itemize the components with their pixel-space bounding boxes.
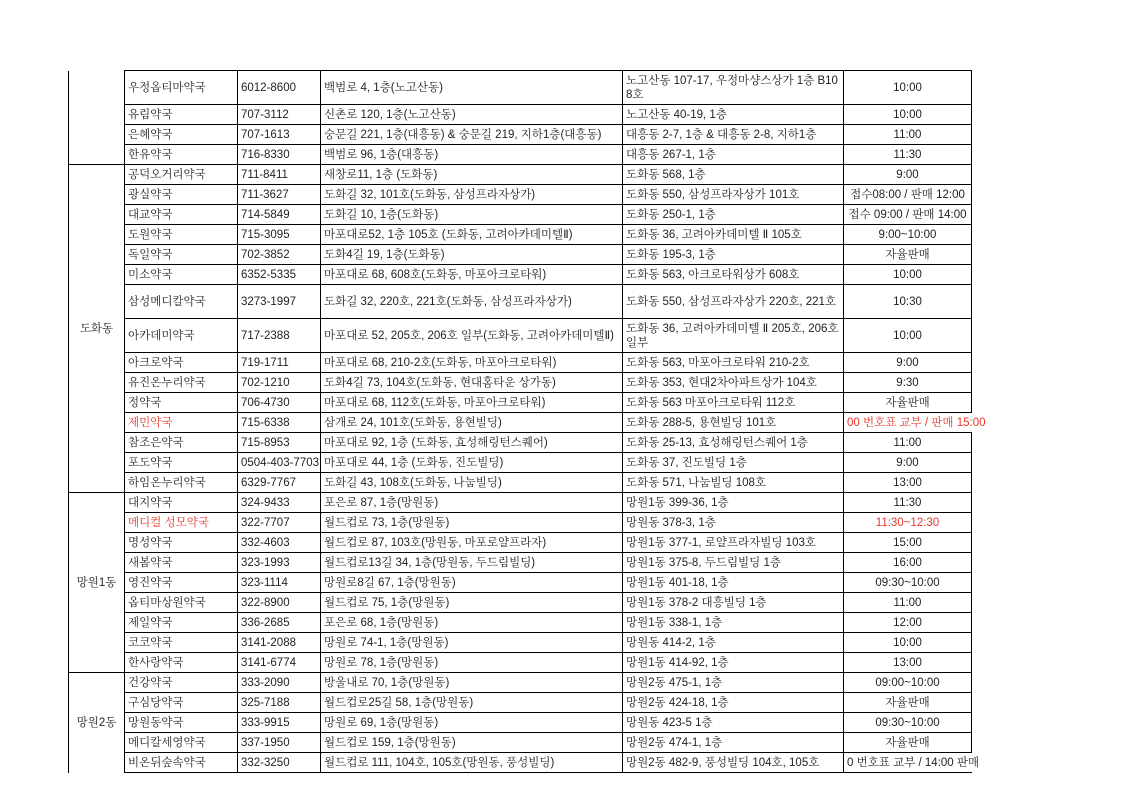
road-address-cell: 마포대로 44, 1층 (도화동, 진도빌딩): [321, 453, 623, 473]
table-row: [69, 653, 972, 673]
table-row: [69, 613, 972, 633]
table-row: [69, 433, 972, 453]
time-cell: 11:30: [844, 145, 972, 165]
pharmacy-name-cell: 유진온누리약국: [125, 373, 238, 393]
time-cell: [844, 753, 980, 773]
table-row: [69, 513, 972, 533]
table-row: [69, 713, 972, 733]
pharmacy-name-cell: 포도약국: [125, 453, 238, 473]
table-row: [69, 353, 972, 373]
lot-address-cell: 대흥동 267-1, 1층: [623, 145, 844, 165]
phone-cell: 3273-1997: [238, 285, 321, 319]
pharmacy-name-cell: 건강약국: [125, 673, 238, 693]
phone-cell: 333-9915: [238, 713, 321, 733]
road-address-cell: 도화길 43, 108호(도화동, 나눔빌딩): [321, 473, 623, 493]
time-cell: 자율판매: [844, 393, 972, 413]
pharmacy-name-cell: 메디컬 성모약국: [125, 513, 238, 533]
lot-address-cell: 도화동 563 마포아크로타워 112호: [623, 393, 844, 413]
phone-cell: 711-8411: [238, 165, 321, 185]
lot-address-cell: 도화동 288-5, 용현빌딩 101호: [623, 413, 844, 433]
pharmacy-name-cell: 공덕오거리약국: [125, 165, 238, 185]
table-row: [69, 319, 972, 353]
time-cell: 자율판매: [844, 733, 972, 753]
table-row: [69, 673, 972, 693]
time-cell: 10:00: [844, 265, 972, 285]
time-cell: 자율판매: [844, 693, 972, 713]
phone-cell: 707-3112: [238, 105, 321, 125]
lot-address-cell: 도화동 571, 나눔빌딩 108호: [623, 473, 844, 493]
time-cell: 12:00: [844, 613, 972, 633]
lot-address-cell: 도화동 25-13, 효성해링턴스퀘어 1층: [623, 433, 844, 453]
phone-cell: 717-2388: [238, 319, 321, 353]
lot-address-cell: 도화동 36, 고려아카데미텔 Ⅱ 205호, 206호 일부: [623, 319, 844, 353]
pharmacy-name-cell: 메디칼세영약국: [125, 733, 238, 753]
pharmacy-name-cell: 명성약국: [125, 533, 238, 553]
time-cell: 13:00: [844, 653, 972, 673]
table-row: [69, 205, 972, 225]
lot-address-cell: 망원동 423-5 1층: [623, 713, 844, 733]
table-row: [69, 453, 972, 473]
phone-cell: 333-2090: [238, 673, 321, 693]
lot-address-cell: 망원2동 482-9, 풍성빌딩 104호, 105호: [623, 753, 844, 773]
time-cell: 10:00: [844, 71, 972, 105]
time-cell: 접수 09:00 / 판매 14:00: [844, 205, 972, 225]
phone-cell: 711-3627: [238, 185, 321, 205]
road-address-cell: 도화4길 19, 1층(도화동): [321, 245, 623, 265]
pharmacy-name-cell: 광실약국: [125, 185, 238, 205]
pharmacy-name-cell: 구심당약국: [125, 693, 238, 713]
road-address-cell: 백범로 4, 1층(노고산동): [321, 71, 623, 105]
table-row: [69, 245, 972, 265]
pharmacy-name-cell: 아카데미약국: [125, 319, 238, 353]
district-cell: [69, 71, 125, 165]
phone-cell: 6012-8600: [238, 71, 321, 105]
lot-address-cell: 도화동 37, 진도빌딩 1층: [623, 453, 844, 473]
pharmacy-name-cell: 우정옵티마약국: [125, 71, 238, 105]
road-address-cell: 숭문길 221, 1층(대흥동) & 숭문길 219, 지하1층(대흥동): [321, 125, 623, 145]
pharmacy-name-cell: 유림약국: [125, 105, 238, 125]
lot-address-cell: 망원2동 424-18, 1층: [623, 693, 844, 713]
pharmacy-name-cell: 삼성메디칼약국: [125, 285, 238, 319]
road-address-cell: 월드컵로 75, 1층(망원동): [321, 593, 623, 613]
table-row: [69, 553, 972, 573]
phone-cell: 6352-5335: [238, 265, 321, 285]
table-row: [69, 753, 972, 773]
table-row: [69, 573, 972, 593]
time-cell: 10:00: [844, 319, 972, 353]
lot-address-cell: 도화동 250-1, 1층: [623, 205, 844, 225]
pharmacy-name-cell: 제민약국: [125, 413, 238, 433]
time-cell: 09:30~10:00: [844, 713, 972, 733]
road-address-cell: 마포대로 68, 608호(도화동, 마포아크로타워): [321, 265, 623, 285]
road-address-cell: 삼개로 24, 101호(도화동, 용현빌딩): [321, 413, 623, 433]
road-address-cell: 도화길 10, 1층(도화동): [321, 205, 623, 225]
district-cell: 망원2동: [69, 673, 125, 773]
pharmacy-name-cell: 코코약국: [125, 633, 238, 653]
road-address-cell: 월드컵로 159, 1층(망원동): [321, 733, 623, 753]
lot-address-cell: 망원1동 401-18, 1층: [623, 573, 844, 593]
road-address-cell: 마포대로 52, 205호, 206호 일부(도화동, 고려아카데미텔Ⅱ): [321, 319, 623, 353]
road-address-cell: 망원로8길 67, 1층(망원동): [321, 573, 623, 593]
lot-address-cell: 망원2동 475-1, 1층: [623, 673, 844, 693]
pharmacy-name-cell: 은혜약국: [125, 125, 238, 145]
time-cell: 09:30~10:00: [844, 573, 972, 593]
phone-cell: 702-3852: [238, 245, 321, 265]
time-cell: 11:30~12:30: [844, 513, 972, 533]
table-row: [69, 393, 972, 413]
time-cell: 9:00~10:00: [844, 225, 972, 245]
phone-cell: 332-3250: [238, 753, 321, 773]
phone-cell: 702-1210: [238, 373, 321, 393]
time-cell: 11:00: [844, 433, 972, 453]
road-address-cell: 마포대로 92, 1층 (도화동, 효성해링턴스퀘어): [321, 433, 623, 453]
pharmacy-name-cell: 대지약국: [125, 493, 238, 513]
lot-address-cell: 망원1동 378-2 대흥빌딩 1층: [623, 593, 844, 613]
time-cell: 16:00: [844, 553, 972, 573]
phone-cell: 322-8900: [238, 593, 321, 613]
lot-address-cell: 망원1동 338-1, 1층: [623, 613, 844, 633]
phone-cell: 706-4730: [238, 393, 321, 413]
lot-address-cell: 망원1동 399-36, 1층: [623, 493, 844, 513]
phone-cell: 715-6338: [238, 413, 321, 433]
phone-cell: 714-5849: [238, 205, 321, 225]
table-row: [69, 185, 972, 205]
time-cell: 9:00: [844, 353, 972, 373]
table-row: [69, 165, 972, 185]
lot-address-cell: 노고산동 107-17, 우정마샹스상가 1층 B108호: [623, 71, 844, 105]
time-cell: 11:00: [844, 125, 972, 145]
time-cell: 9:00: [844, 453, 972, 473]
road-address-cell: 방울내로 70, 1층(망원동): [321, 673, 623, 693]
lot-address-cell: 망원1동 414-92, 1층: [623, 653, 844, 673]
time-cell: 9:00: [844, 165, 972, 185]
table-row: [69, 373, 972, 393]
road-address-cell: 월드컵로 73, 1층(망원동): [321, 513, 623, 533]
phone-cell: 715-8953: [238, 433, 321, 453]
road-address-cell: 마포대로 68, 210-2호(도화동, 마포아크로타워): [321, 353, 623, 373]
time-cell: 11:00: [844, 593, 972, 613]
lot-address-cell: 망원동 378-3, 1층: [623, 513, 844, 533]
road-address-cell: 망원로 74-1, 1층(망원동): [321, 633, 623, 653]
lot-address-cell: 도화동 563, 마포아크로타워 210-2호: [623, 353, 844, 373]
pharmacy-name-cell: 옵티마상원약국: [125, 593, 238, 613]
time-cell: 9:30: [844, 373, 972, 393]
table-row: [69, 633, 972, 653]
pharmacy-name-cell: 제일약국: [125, 613, 238, 633]
road-address-cell: 도화길 32, 220호, 221호(도화동, 삼성프라자상가): [321, 285, 623, 319]
phone-cell: 337-1950: [238, 733, 321, 753]
phone-cell: 0504-403-7703: [238, 453, 321, 473]
pharmacy-name-cell: 비온뒤숲속약국: [125, 753, 238, 773]
pharmacy-name-cell: 한유약국: [125, 145, 238, 165]
time-cell: 09:00~10:00: [844, 673, 972, 693]
phone-cell: 3141-6774: [238, 653, 321, 673]
district-cell: 도화동: [69, 165, 125, 493]
lot-address-cell: 망원동 414-2, 1층: [623, 633, 844, 653]
time-overflow-text: 0 번호표 교부 / 14:00 판매: [847, 756, 980, 769]
lot-address-cell: 도화동 568, 1층: [623, 165, 844, 185]
lot-address-cell: 망원2동 474-1, 1층: [623, 733, 844, 753]
table-row: [69, 413, 972, 433]
road-address-cell: 도화길 32, 101호(도화동, 삼성프라자상가): [321, 185, 623, 205]
pharmacy-name-cell: 도원약국: [125, 225, 238, 245]
phone-cell: 324-9433: [238, 493, 321, 513]
phone-cell: 3141-2088: [238, 633, 321, 653]
phone-cell: 716-8330: [238, 145, 321, 165]
lot-address-cell: 도화동 550, 삼성프라자상가 101호: [623, 185, 844, 205]
table-row: [69, 473, 972, 493]
table-row: [69, 693, 972, 713]
lot-address-cell: 노고산동 40-19, 1층: [623, 105, 844, 125]
road-address-cell: 월드컵로 111, 104호, 105호(망원동, 풍성빌딩): [321, 753, 623, 773]
road-address-cell: 월드컵로13길 34, 1층(망원동, 두드림빌딩): [321, 553, 623, 573]
table-row: [69, 225, 972, 245]
table-row: [69, 265, 972, 285]
time-cell: 자율판매: [844, 245, 972, 265]
time-cell: 접수08:00 / 판매 12:00: [844, 185, 972, 205]
pharmacy-name-cell: 새봄약국: [125, 553, 238, 573]
phone-cell: 6329-7767: [238, 473, 321, 493]
table-row: [69, 285, 972, 319]
time-cell: 15:00: [844, 533, 972, 553]
road-address-cell: 신촌로 120, 1층(노고산동): [321, 105, 623, 125]
table-row: [69, 71, 972, 105]
pharmacy-name-cell: 참조은약국: [125, 433, 238, 453]
road-address-cell: 월드컵로25길 58, 1층(망원동): [321, 693, 623, 713]
table-row: [69, 125, 972, 145]
phone-cell: 332-4603: [238, 533, 321, 553]
time-cell: 10:00: [844, 105, 972, 125]
pharmacy-name-cell: 아크로약국: [125, 353, 238, 373]
time-cell: 10:30: [844, 285, 972, 319]
time-overflow-text: 00 번호표 교부 / 판매 15:00: [847, 416, 986, 429]
pharmacy-name-cell: 정약국: [125, 393, 238, 413]
time-cell: 13:00: [844, 473, 972, 493]
phone-cell: 323-1114: [238, 573, 321, 593]
phone-cell: 325-7188: [238, 693, 321, 713]
lot-address-cell: 도화동 550, 삼성프라자상가 220호, 221호: [623, 285, 844, 319]
lot-address-cell: 망원1동 377-1, 로얄프라자빌딩 103호: [623, 533, 844, 553]
pharmacy-name-cell: 영진약국: [125, 573, 238, 593]
pharmacy-name-cell: 독일약국: [125, 245, 238, 265]
time-cell: 10:00: [844, 633, 972, 653]
phone-cell: 715-3095: [238, 225, 321, 245]
table-row: [69, 533, 972, 553]
phone-cell: 323-1993: [238, 553, 321, 573]
road-address-cell: 마포대로 68, 112호(도화동, 마포아크로타워): [321, 393, 623, 413]
table-row: [69, 493, 972, 513]
pharmacy-name-cell: 대교약국: [125, 205, 238, 225]
road-address-cell: 월드컵로 87, 103호(망원동, 마포로얄프라자): [321, 533, 623, 553]
lot-address-cell: 도화동 195-3, 1층: [623, 245, 844, 265]
lot-address-cell: 도화동 36, 고려아카데미텔 Ⅱ 105호: [623, 225, 844, 245]
table-row: [69, 733, 972, 753]
road-address-cell: 새창로11, 1층 (도화동): [321, 165, 623, 185]
lot-address-cell: 대흥동 2-7, 1층 & 대흥동 2-8, 지하1층: [623, 125, 844, 145]
road-address-cell: 포은로 68, 1층(망원동): [321, 613, 623, 633]
phone-cell: 719-1711: [238, 353, 321, 373]
road-address-cell: 포은로 87, 1층(망원동): [321, 493, 623, 513]
pharmacy-name-cell: 미소약국: [125, 265, 238, 285]
district-cell: 망원1동: [69, 493, 125, 673]
table-row: [69, 105, 972, 125]
lot-address-cell: 도화동 563, 아크로타워상가 608호: [623, 265, 844, 285]
lot-address-cell: 망원1동 375-8, 두드림빌딩 1층: [623, 553, 844, 573]
table-row: [69, 593, 972, 613]
phone-cell: 322-7707: [238, 513, 321, 533]
time-cell: 11:30: [844, 493, 972, 513]
pharmacy-table: [68, 70, 986, 773]
lot-address-cell: 도화동 353, 현대2차아파트상가 104호: [623, 373, 844, 393]
table-row: [69, 145, 972, 165]
road-address-cell: 백범로 96, 1층(대흥동): [321, 145, 623, 165]
pharmacy-name-cell: 한사랑약국: [125, 653, 238, 673]
road-address-cell: 망원로 78, 1층(망원동): [321, 653, 623, 673]
road-address-cell: 망원로 69, 1층(망원동): [321, 713, 623, 733]
phone-cell: 336-2685: [238, 613, 321, 633]
road-address-cell: 마포대로52, 1층 105호 (도화동, 고려아카데미텔Ⅱ): [321, 225, 623, 245]
time-cell: [844, 413, 986, 433]
road-address-cell: 도화4길 73, 104호(도화동, 현대홈타운 상가동): [321, 373, 623, 393]
phone-cell: 707-1613: [238, 125, 321, 145]
pharmacy-name-cell: 망원동약국: [125, 713, 238, 733]
pharmacy-name-cell: 하임온누리약국: [125, 473, 238, 493]
